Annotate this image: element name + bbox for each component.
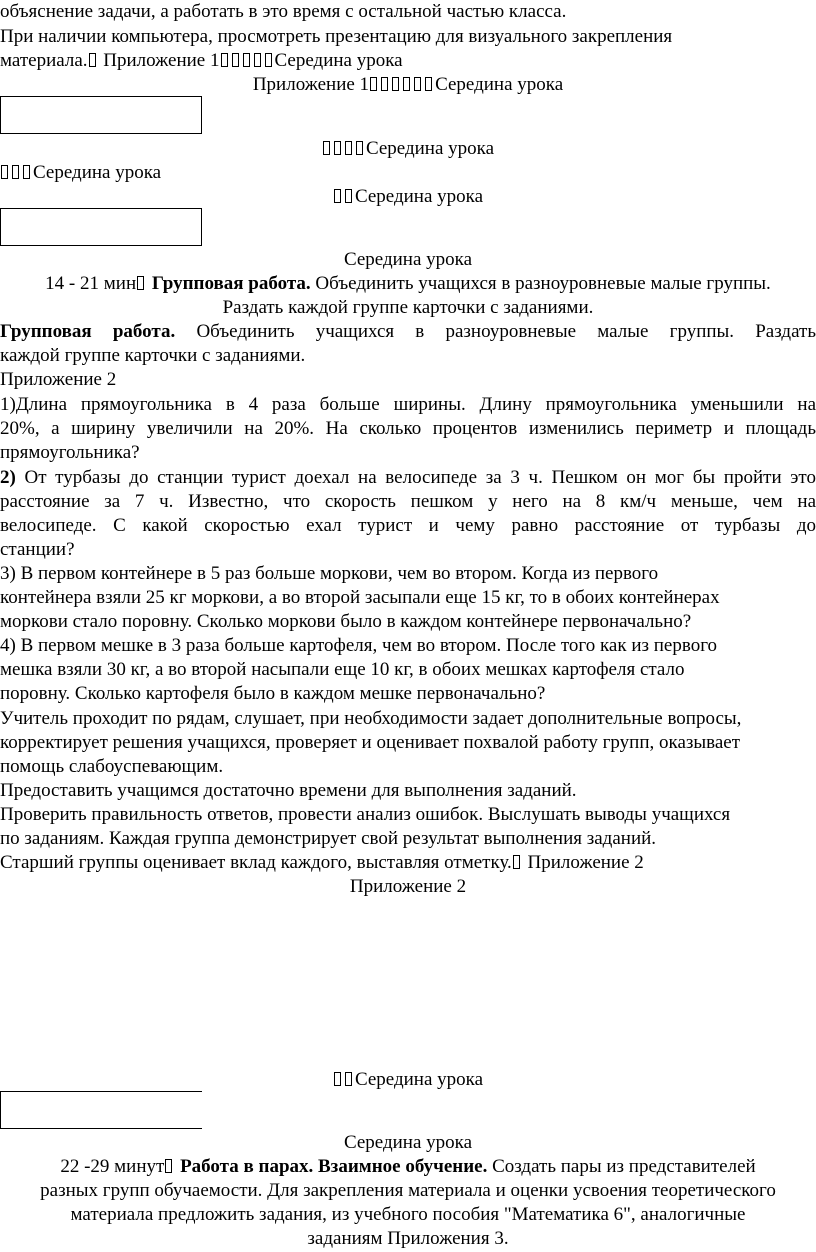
task-line: велосипеде. С какой скоростью ехал турист и чему равно расстояние от турбазы до (0, 515, 816, 536)
text-fragment: 14 - 21 мин (45, 273, 137, 294)
text-fragment-bold: Групповая работа. (0, 321, 176, 342)
text-fragment: От турбазы до станции турист доехал на велосипеде за 3 ч. Пешком он мог бы пройти это (15, 467, 816, 488)
task-line: 1)Длина прямоугольника в 4 раза больше ширины. Длину прямоугольника уменьшили на (0, 394, 816, 415)
missing-glyph-icon (323, 141, 330, 155)
text-fragment-bold: Групповая работа. (151, 273, 311, 294)
text-fragment: Середина урока (354, 186, 484, 207)
text-line (0, 73, 816, 97)
text-line: Приложение 2 (349, 876, 467, 897)
text-line: заданиям Приложения 3. (307, 1228, 509, 1249)
text-fragment: Середина урока (435, 74, 564, 95)
text-fragment-bold: Работа в парах. Взаимное обучение. (180, 1156, 488, 1177)
text-line: помощь слабоуспевающим. (0, 756, 224, 777)
text-line: материала предложить задания, из учебного пособия "Математика 6", аналогичные (70, 1204, 746, 1225)
text-fragment: Объединить учащихся в разноуровневые малые группы. Раздать (175, 321, 816, 342)
text-line: объяснение задачи, а работать в это время с остальной частью класса. (0, 1, 567, 22)
text-fragment: Приложение 1 (103, 50, 220, 71)
text-line (0, 320, 816, 344)
task-line: мешка взяли 30 кг, а во второй насыпали еще 10 кг, в обоих мешках картофеля стало (0, 659, 685, 680)
text-line: разных групп обучаемости. Для закрепления материала и оценки усвоения теоретического (40, 1180, 776, 1201)
text-line: по заданиям. Каждая группа демонстрирует свой результат выполнения заданий. (0, 828, 657, 849)
text-line: Середина урока (343, 249, 473, 270)
text-fragment: Старший группы оценивает вклад каждого, выставляя отметку. (0, 852, 512, 873)
text-line (0, 161, 161, 185)
missing-glyph-icon (254, 53, 261, 67)
task-line: прямоугольника? (0, 442, 140, 463)
text-line: Учитель проходит по рядам, слушает, при необходимости задает дополнительные вопросы, (0, 708, 742, 729)
missing-glyph-icon (345, 189, 352, 203)
missing-glyph-icon (334, 189, 341, 203)
image-frame (0, 96, 202, 134)
missing-glyph-icon (414, 77, 421, 91)
task-line: 4) В первом мешке в 3 раза больше картофеля, чем во втором. После того как из первого (0, 635, 718, 656)
missing-glyph-icon (165, 1159, 172, 1173)
text-line: Раздать каждой группе карточки с заданиями. (222, 297, 594, 318)
text-line (0, 272, 816, 296)
missing-glyph-icon (381, 77, 388, 91)
task-line: контейнера взяли 25 кг моркови, а во второй засыпали еще 15 кг, то в обоих контейнерах (0, 587, 720, 608)
text-line: Проверить правильность ответов, провести анализ ошибок. Выслушать выводы учащихся (0, 804, 731, 825)
text-line (0, 49, 403, 73)
text-line: Приложение 2 (0, 369, 117, 390)
task-line: станции? (0, 539, 75, 560)
missing-glyph-icon (221, 53, 228, 67)
missing-glyph-icon (137, 276, 144, 290)
task-line (0, 466, 816, 490)
missing-glyph-icon (356, 141, 363, 155)
text-line (0, 185, 816, 209)
task-line: 3) В первом контейнере в 5 раз больше моркови, чем во втором. Когда из первого (0, 563, 659, 584)
text-line: Предоставить учащимся достаточно времени для выполнения заданий. (0, 780, 577, 801)
text-line (0, 137, 816, 161)
text-line: При наличии компьютера, просмотреть презентацию для визуального закрепления (0, 26, 673, 47)
text-fragment: Середина урока (274, 50, 403, 71)
missing-glyph-icon (513, 855, 520, 869)
image-frame (0, 1091, 202, 1129)
text-fragment: Середина урока (365, 138, 495, 159)
text-fragment: 22 -29 минут (60, 1156, 165, 1177)
task-number: 2) (0, 467, 16, 488)
missing-glyph-icon (425, 77, 432, 91)
missing-glyph-icon (23, 165, 30, 179)
text-fragment: Середина урока (354, 1069, 484, 1090)
task-line: поровну. Сколько картофеля было в каждом мешке первоначально? (0, 683, 546, 704)
text-line (0, 1155, 816, 1179)
text-line (0, 851, 644, 875)
missing-glyph-icon (334, 1072, 341, 1086)
text-fragment: Создать пары из представителей (487, 1156, 756, 1177)
text-line: корректирует решения учащихся, проверяет и оценивает похвалой работу групп, оказывает (0, 732, 741, 753)
task-line: моркови стало поровну. Сколько моркови было в каждом контейнере первоначально? (0, 611, 692, 632)
missing-glyph-icon (370, 77, 377, 91)
image-frame (0, 208, 202, 246)
missing-glyph-icon (334, 141, 341, 155)
missing-glyph-icon (392, 77, 399, 91)
missing-glyph-icon (345, 1072, 352, 1086)
missing-glyph-icon (1, 165, 8, 179)
text-fragment: Приложение 2 (527, 852, 644, 873)
text-line (0, 1068, 816, 1092)
missing-glyph-icon (243, 53, 250, 67)
missing-glyph-icon (12, 165, 19, 179)
text-fragment: материала. (0, 50, 88, 71)
missing-glyph-icon (232, 53, 239, 67)
text-line: каждой группе карточки с заданиями. (0, 345, 306, 366)
missing-glyph-icon (265, 53, 272, 67)
text-fragment: Приложение 1 (252, 74, 370, 95)
text-line: Середина урока (343, 1132, 473, 1153)
missing-glyph-icon (345, 141, 352, 155)
task-line: расстояние за 7 ч. Известно, что скорость пешком у него на 8 км/ч меньше, чем на (0, 491, 816, 512)
missing-glyph-icon (403, 77, 410, 91)
text-fragment: Объединить учащихся в разноуровневые малые группы. (310, 273, 771, 294)
task-line: 20%, а ширину увеличили на 20%. На сколько процентов изменились периметр и площадь (0, 418, 816, 439)
missing-glyph-icon (89, 53, 96, 67)
text-fragment: Середина урока (33, 162, 162, 183)
